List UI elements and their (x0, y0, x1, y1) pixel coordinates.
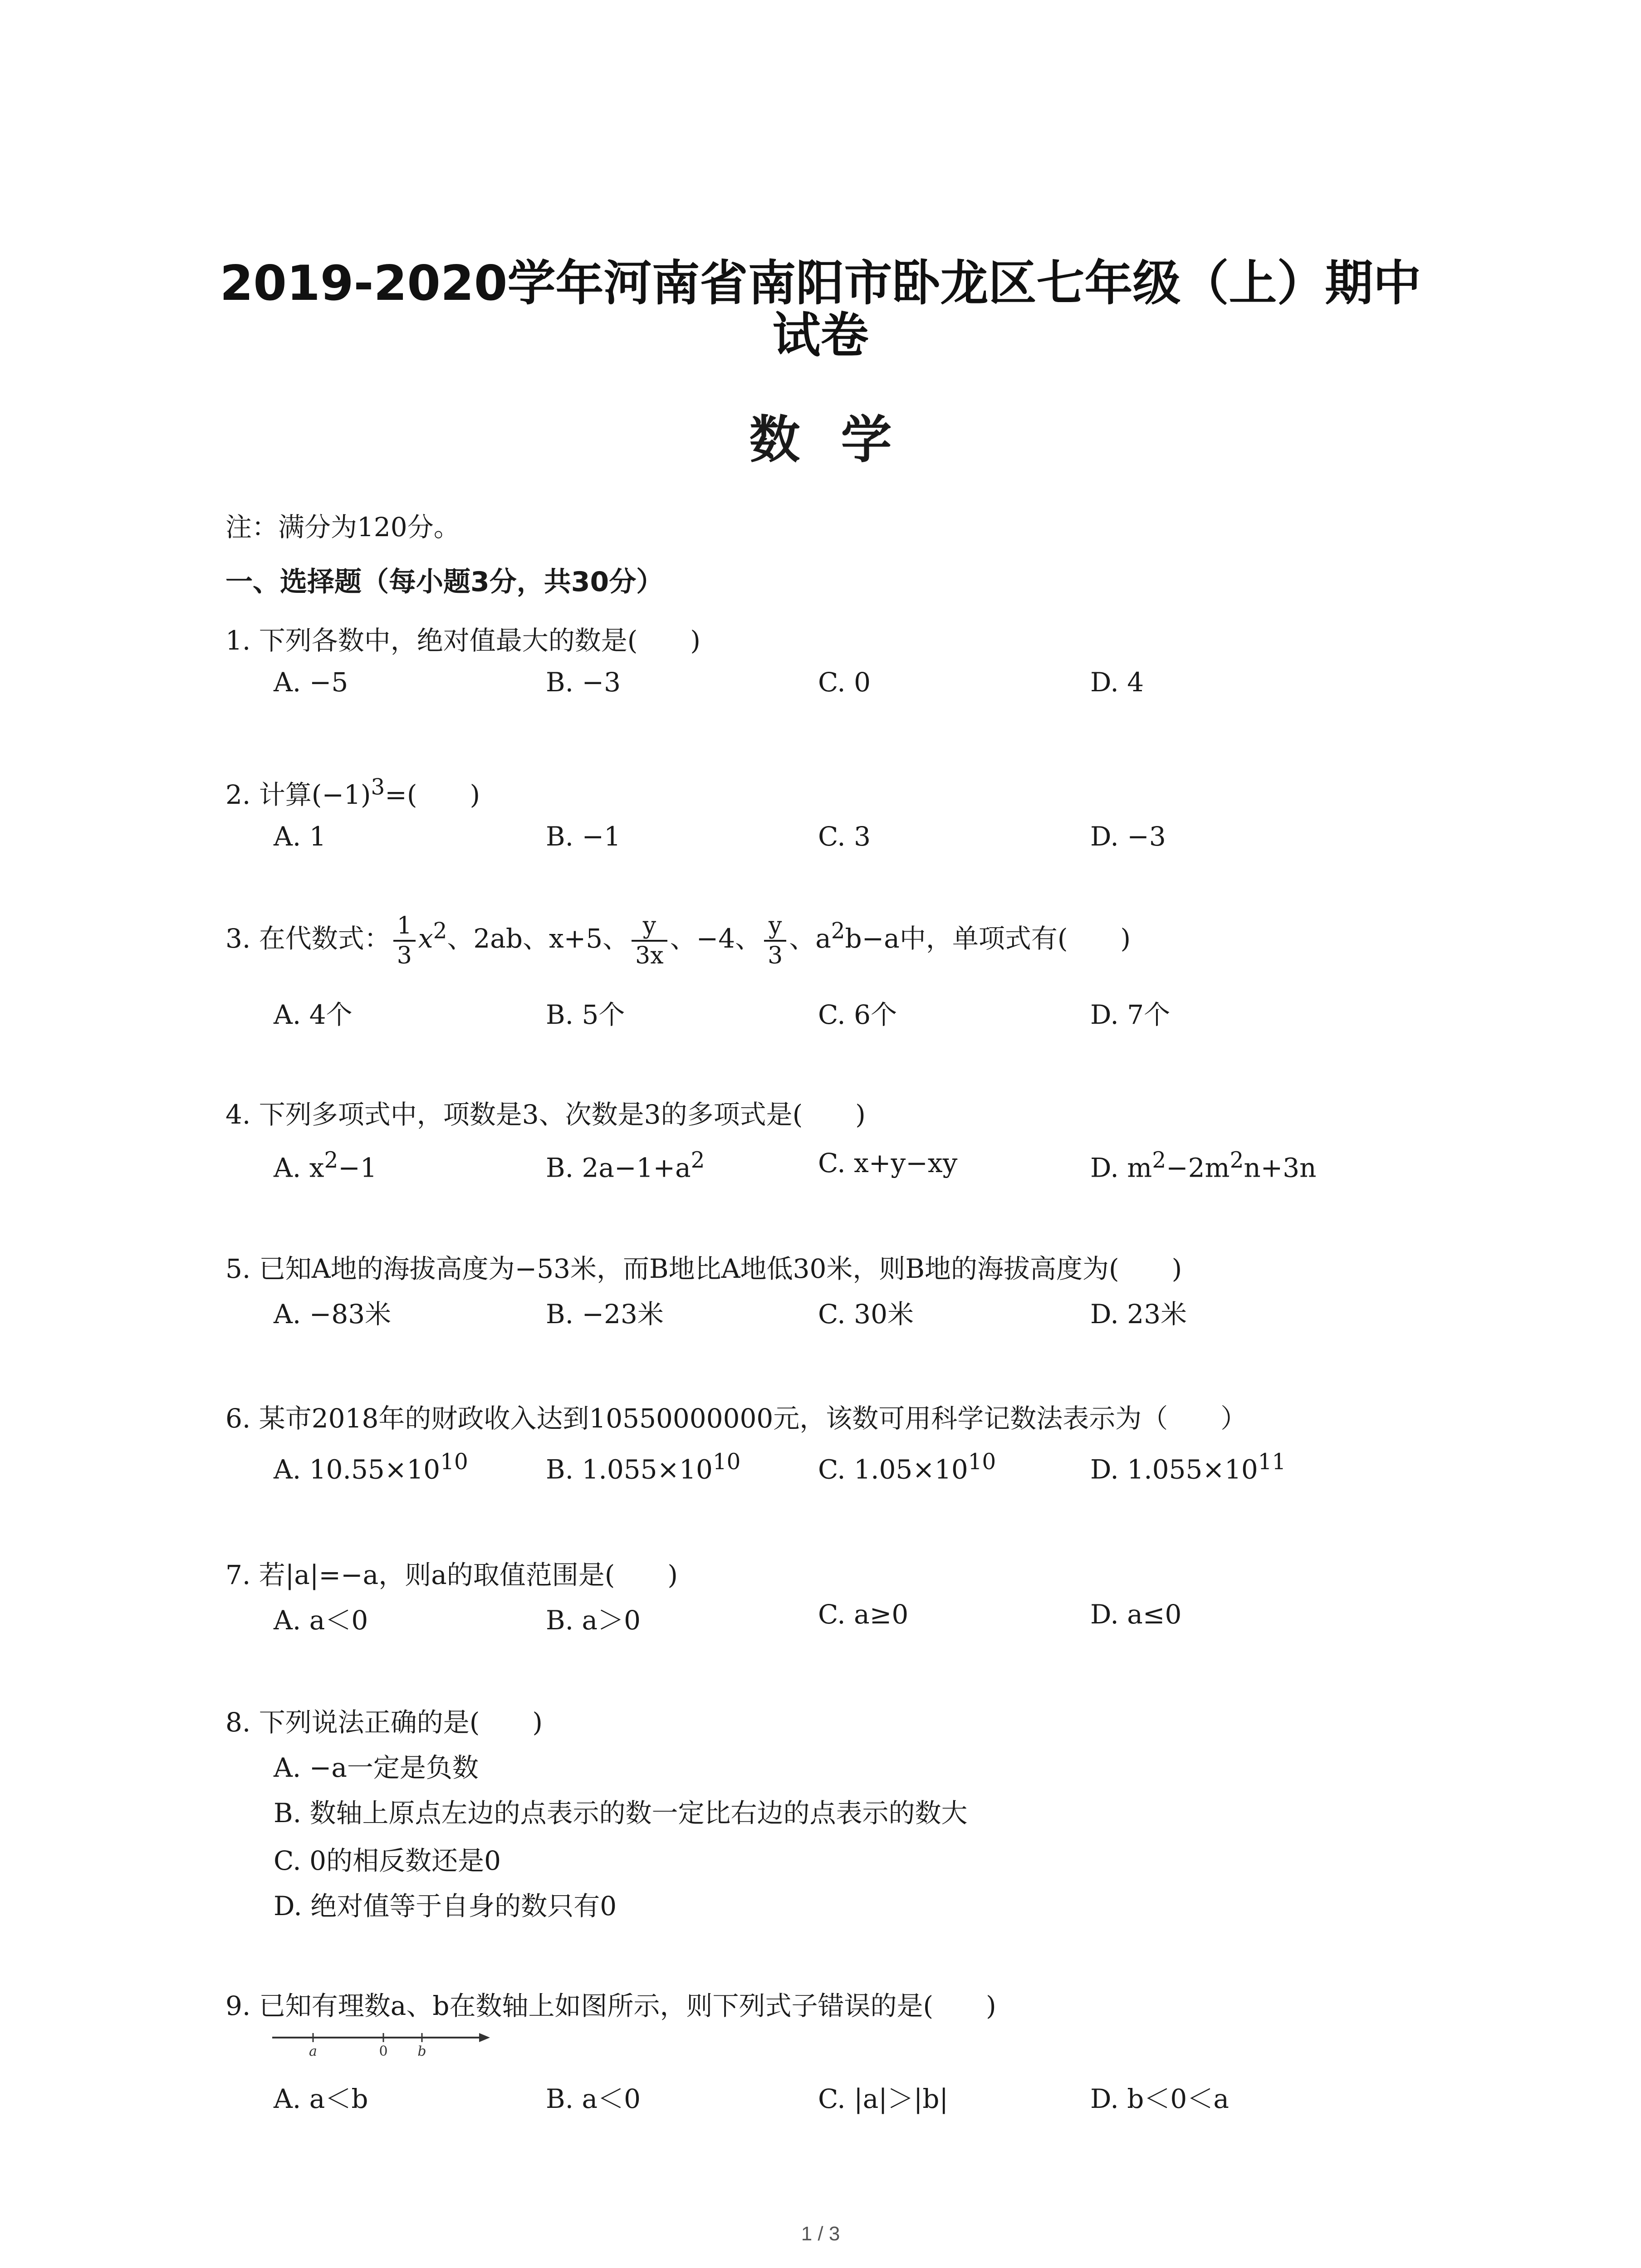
option-text: −2m (1166, 1152, 1230, 1183)
option-text: D. m (1090, 1152, 1152, 1183)
option-text: A. x (274, 1152, 324, 1183)
question-8-option-d: D. 绝对值等于自身的数只有0 (274, 1891, 617, 1921)
exponent: 11 (1258, 1449, 1286, 1475)
question-2-text: 2. 计算(−1) (225, 779, 371, 810)
terms-text: 、a (789, 923, 831, 954)
question-6-stem: 6. 某市2018年的财政收入达到10550000000元，该数可用科学记数法表示为（ ） (225, 1403, 1247, 1434)
subject-heading: 数学 (749, 411, 933, 469)
option-text: n+3n (1244, 1152, 1317, 1183)
fraction-denominator: 3 (768, 942, 783, 969)
fraction-denominator: 3x (635, 942, 664, 969)
question-5-stem: 5. 已知A地的海拔高度为−53米，而B地比A地低30米，则B地的海拔高度为( ) (225, 1253, 1182, 1284)
question-7-option-c: C. a≥0 (818, 1599, 909, 1630)
question-4-option-d (1090, 1148, 1317, 1183)
question-4-option-c: C. x+y−xy (818, 1148, 958, 1178)
terms-text: 、2ab、x+5、 (447, 923, 629, 954)
question-3-stem (225, 912, 1131, 970)
exponent: 2 (433, 918, 447, 944)
question-3-option-b: B. 5个 (546, 999, 625, 1030)
label-a: a (309, 2043, 317, 2059)
exponent: 10 (968, 1449, 996, 1475)
option-text: B. 2a−1+a (546, 1152, 691, 1183)
question-3-option-c: C. 6个 (818, 999, 897, 1030)
exponent: 2 (1152, 1148, 1166, 1173)
fraction-numerator: y (632, 912, 667, 942)
question-7-option-b: B. a＞0 (546, 1605, 641, 1636)
question-5-option-d: D. 23米 (1090, 1299, 1187, 1330)
question-6-option-b (546, 1449, 740, 1485)
section-heading: 一、选择题（每小题3分，共30分） (225, 566, 664, 598)
question-3-option-d: D. 7个 (1090, 999, 1171, 1030)
question-6-option-d (1090, 1449, 1286, 1485)
page-number: 1 / 3 (801, 2223, 840, 2245)
exponent: 2 (831, 918, 845, 944)
question-7-stem: 7. 若|a|=−a，则a的取值范围是( ) (225, 1559, 678, 1590)
question-2-stem (225, 773, 480, 811)
number-line-arrow (479, 2033, 490, 2042)
term-x: x (418, 923, 433, 954)
question-9-option-b: B. a＜0 (546, 2083, 641, 2114)
question-1-option-c: C. 0 (818, 667, 871, 698)
question-8-option-b: B. 数轴上原点左边的点表示的数一定比右边的点表示的数大 (274, 1798, 968, 1828)
question-6-option-a (274, 1449, 468, 1485)
option-text: C. 1.05×10 (818, 1454, 968, 1485)
score-note: 注：满分为120分。 (225, 512, 460, 543)
question-5-option-b: B. −23米 (546, 1299, 664, 1330)
fraction-y-over-3 (764, 912, 786, 970)
fraction-one-third (393, 912, 416, 970)
terms-text: b−a中，单项式有( ) (845, 923, 1131, 954)
fraction-numerator: y (764, 912, 786, 942)
question-8-option-a: A. −a一定是负数 (274, 1752, 479, 1783)
question-9-option-a: A. a＜b (274, 2083, 368, 2114)
option-text: A. 10.55×10 (274, 1454, 441, 1485)
question-2-option-a: A. 1 (274, 821, 326, 852)
exponent: 2 (324, 1148, 338, 1173)
question-1-option-a: A. −5 (274, 667, 348, 698)
fraction-y-over-3x (632, 912, 667, 970)
question-8-option-c: C. 0的相反数还是0 (274, 1845, 501, 1876)
question-9-option-c: C. |a|＞|b| (818, 2083, 949, 2114)
exponent: 10 (440, 1449, 468, 1475)
question-8-stem: 8. 下列说法正确的是( ) (225, 1707, 543, 1738)
question-1-option-b: B. −3 (546, 667, 621, 698)
question-4-option-a (274, 1148, 377, 1183)
question-4-option-b (546, 1148, 705, 1183)
question-2-option-c: C. 3 (818, 821, 871, 852)
question-5-option-c: C. 30米 (818, 1299, 914, 1330)
label-zero: 0 (379, 2043, 388, 2059)
question-9-stem: 9. 已知有理数a、b在数轴上如图所示，则下列式子错误的是( ) (225, 1990, 996, 2021)
label-b: b (417, 2043, 426, 2059)
question-7-option-a: A. a＜0 (274, 1605, 368, 1636)
exponent: 10 (712, 1449, 741, 1475)
option-text: −1 (338, 1152, 377, 1183)
exam-title-line1: 2019-2020学年河南省南阳市卧龙区七年级（上）期中 (220, 255, 1421, 311)
option-text: B. 1.055×10 (546, 1454, 713, 1485)
exam-title-line2: 试卷 (772, 308, 869, 363)
question-4-stem: 4. 下列多项式中，项数是3、次数是3的多项式是( ) (225, 1099, 866, 1130)
option-text: D. 1.055×10 (1090, 1454, 1258, 1485)
question-1-stem: 1. 下列各数中，绝对值最大的数是( ) (225, 625, 701, 656)
question-2-option-b: B. −1 (546, 821, 621, 852)
question-2-exponent: 3 (371, 774, 385, 800)
question-3-prefix: 3. 在代数式： (225, 923, 391, 954)
exponent: 2 (691, 1148, 705, 1173)
question-2-text-rest: =( ) (385, 779, 480, 810)
question-3-option-a: A. 4个 (274, 999, 353, 1030)
question-1-option-d: D. 4 (1090, 667, 1144, 698)
exponent: 2 (1230, 1148, 1244, 1173)
question-2-option-d: D. −3 (1090, 821, 1166, 852)
question-6-option-c (818, 1449, 996, 1485)
terms-text: 、−4、 (670, 923, 762, 954)
fraction-denominator: 3 (397, 942, 412, 969)
question-7-option-d: D. a≤0 (1090, 1599, 1182, 1630)
fraction-numerator: 1 (393, 912, 416, 942)
question-5-option-a: A. −83米 (274, 1299, 392, 1330)
number-line-figure (272, 2028, 490, 2059)
question-9-option-d: D. b＜0＜a (1090, 2083, 1229, 2114)
